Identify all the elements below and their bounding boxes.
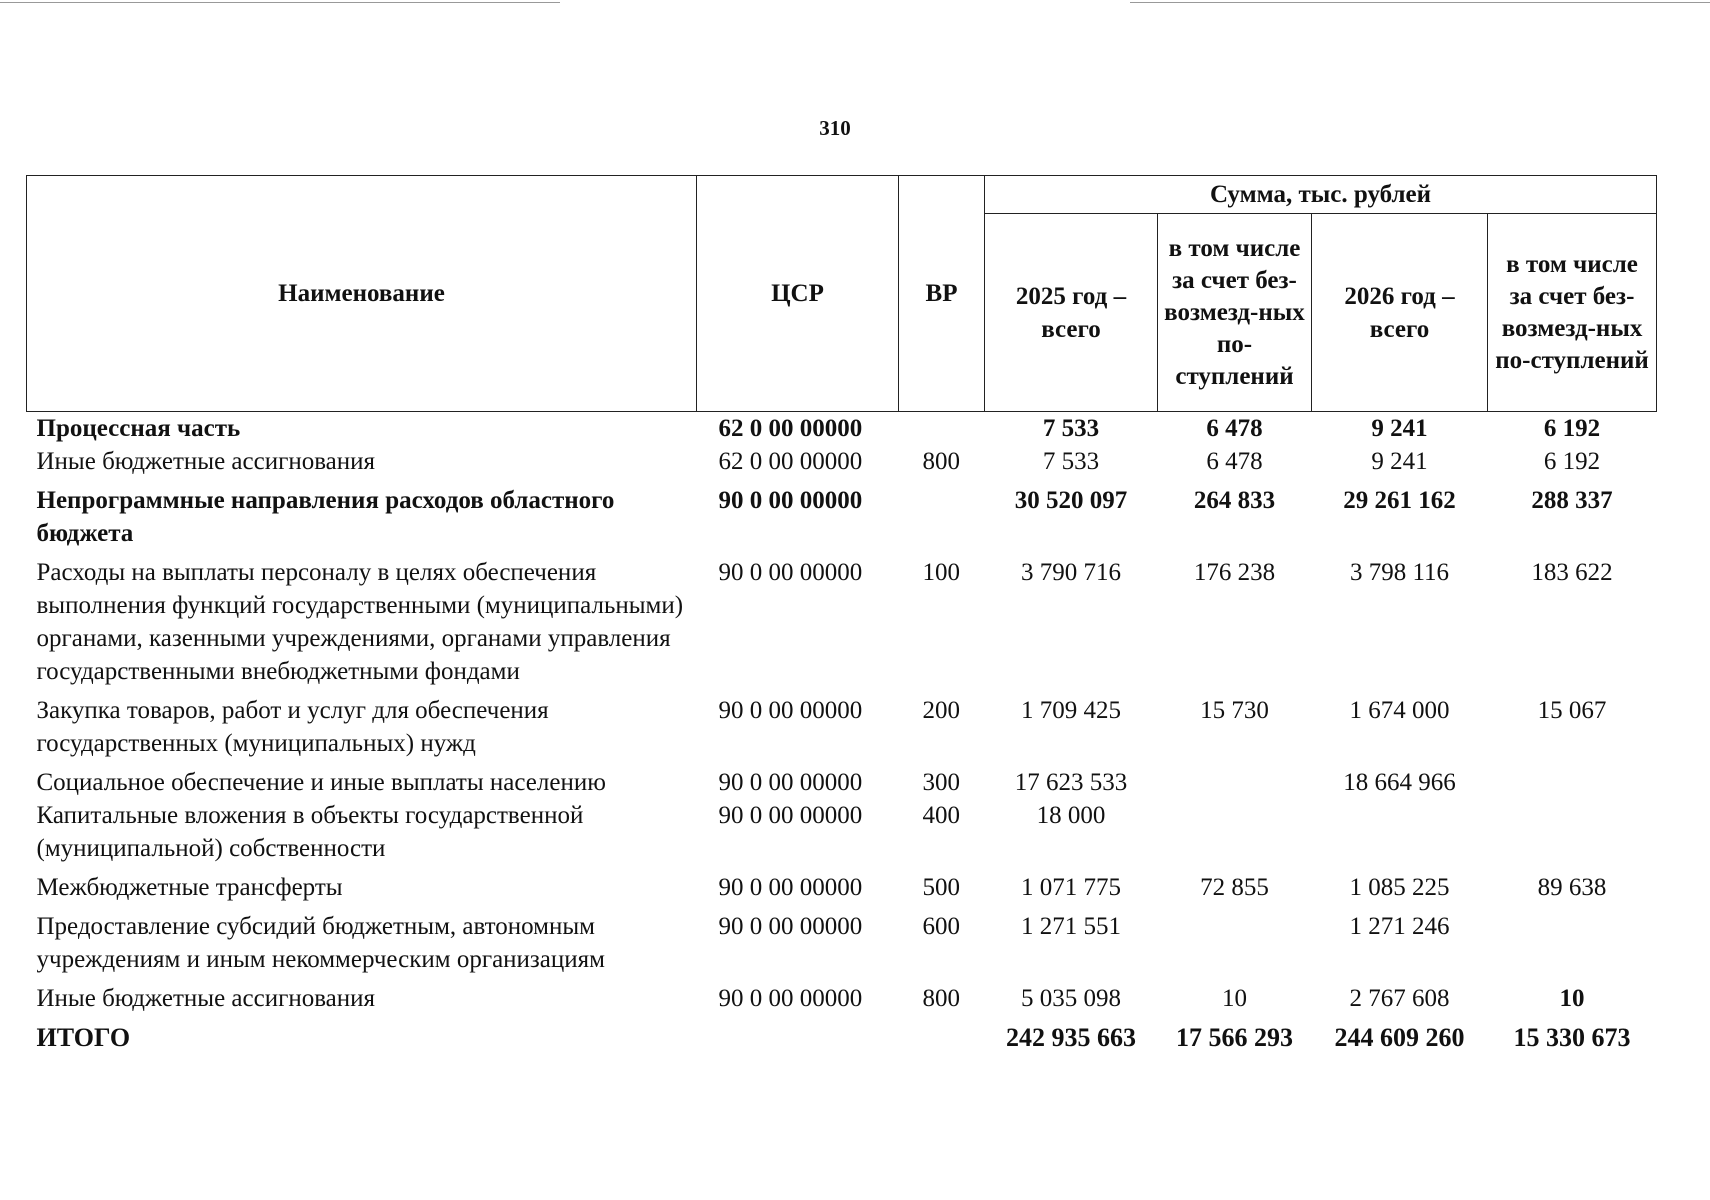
row-2026-grants: 6 192: [1543, 448, 1601, 475]
header-sum-group: Сумма, тыс. рублей: [985, 176, 1657, 214]
row-2026-total: 3 798 116: [1349, 559, 1450, 586]
budget-table: [26, 175, 1657, 1054]
total-vr-empty: [899, 1015, 985, 1054]
row-vr: [899, 478, 985, 550]
row-name: Расходы на выплаты персоналу в целях обеспечения выполнения функций государственными (муниципальными) органами, казенными учреждениями, органами управления государственными внебюджетными фондами: [36, 559, 684, 685]
total-csr-empty: [697, 1015, 899, 1054]
row-2026-total: 29 261 162: [1343, 487, 1456, 514]
table-header: [27, 176, 1657, 412]
row-csr: 62 0 00 00000: [718, 415, 863, 442]
row-vr: 500: [922, 874, 960, 901]
row-2026-total: 1 085 225: [1349, 874, 1450, 901]
table-row: [27, 865, 1657, 904]
total-label: ИТОГО: [36, 1023, 131, 1052]
row-2026-grants: [1488, 904, 1657, 976]
row-name: Закупка товаров, работ и услуг для обеспечения государственных (муниципальных) нужд: [36, 697, 549, 757]
row-csr: 90 0 00 00000: [718, 802, 863, 829]
header-2026-total: 2026 год – всего: [1312, 214, 1488, 412]
table-row: [27, 550, 1657, 688]
row-name: Непрограммные направления расходов областного бюджета: [36, 487, 615, 547]
row-name: Процессная часть: [36, 415, 241, 442]
total-row: [27, 1015, 1657, 1054]
table-row: [27, 976, 1657, 1015]
row-name: Социальное обеспечение и иные выплаты населению: [36, 769, 606, 796]
row-2025-total: 1 709 425: [1021, 697, 1121, 724]
header-name: Наименование: [27, 176, 697, 412]
row-name: Межбюджетные трансферты: [36, 874, 343, 901]
row-2025-grants: 176 238: [1193, 559, 1276, 586]
row-vr: 200: [922, 697, 960, 724]
table-body: [27, 412, 1657, 1055]
header-2026-grants: в том числе за счет без-возмезд-ных по-ступлений: [1488, 214, 1657, 412]
row-2025-total: 1 071 775: [1021, 874, 1121, 901]
total-2025-grants: 17 566 293: [1176, 1023, 1293, 1052]
row-2026-total: 9 241: [1371, 448, 1428, 475]
row-2025-grants: [1158, 799, 1312, 865]
row-2025-total: 5 035 098: [1021, 985, 1121, 1012]
row-2025-grants: 6 478: [1206, 448, 1263, 475]
row-2025-grants: [1158, 904, 1312, 976]
row-2025-grants: 72 855: [1200, 874, 1269, 901]
table-row: [27, 799, 1657, 865]
header-2025-grants: в том числе за счет без-возмезд-ных по-ступлений: [1158, 214, 1312, 412]
row-2026-grants: 288 337: [1531, 487, 1613, 514]
row-2026-total: 9 241: [1371, 415, 1428, 442]
row-2025-grants: [1158, 760, 1312, 799]
row-2026-grants: 6 192: [1543, 415, 1601, 442]
row-2025-grants: 10: [1222, 985, 1247, 1012]
row-2025-total: 7 533: [1042, 448, 1100, 475]
header-csr: ЦСР: [697, 176, 899, 412]
row-2026-grants: 15 067: [1537, 697, 1607, 724]
header-vr: ВР: [899, 176, 985, 412]
row-csr: 90 0 00 00000: [718, 913, 863, 940]
row-csr: 90 0 00 00000: [718, 985, 863, 1012]
scan-edge-line-right: [1130, 2, 1710, 3]
header-2025-total: 2025 год – всего: [985, 214, 1158, 412]
row-vr: 800: [922, 448, 960, 475]
row-name: Капитальные вложения в объекты государственной (муниципальной) собственности: [36, 802, 584, 862]
row-2025-total: 17 623 533: [1014, 769, 1128, 796]
scan-edge-line-left: [0, 2, 560, 3]
row-csr: 90 0 00 00000: [718, 874, 863, 901]
row-2026-grants: 89 638: [1537, 874, 1607, 901]
table-row: [27, 478, 1657, 550]
row-2026-total: 1 271 246: [1349, 913, 1450, 940]
row-2025-total: 18 000: [1036, 802, 1106, 829]
row-vr: 600: [922, 913, 960, 940]
row-vr: [899, 412, 985, 446]
row-2026-total: 2 767 608: [1349, 985, 1450, 1012]
row-name: Предоставление субсидий бюджетным, автономным учреждениям и иным некоммерческим организациям: [36, 913, 605, 973]
row-2025-grants: 6 478: [1206, 415, 1263, 442]
table-row: [27, 412, 1657, 446]
total-2026-total: 244 609 260: [1334, 1023, 1465, 1052]
row-2025-total: 7 533: [1042, 415, 1100, 442]
row-2025-total: 3 790 716: [1021, 559, 1121, 586]
row-2025-total: 1 271 551: [1021, 913, 1121, 940]
row-2025-grants: 15 730: [1200, 697, 1269, 724]
row-csr: 62 0 00 00000: [718, 448, 863, 475]
total-2026-grants: 15 330 673: [1513, 1023, 1631, 1052]
table-row: [27, 445, 1657, 478]
row-vr: 100: [922, 559, 960, 586]
row-csr: 90 0 00 00000: [718, 559, 863, 586]
row-csr: 90 0 00 00000: [718, 697, 863, 724]
row-2026-total: 1 674 000: [1349, 697, 1450, 724]
row-2026-total: 18 664 966: [1343, 769, 1456, 796]
row-2025-grants: 264 833: [1193, 487, 1276, 514]
row-vr: 400: [922, 802, 960, 829]
table-row: [27, 760, 1657, 799]
row-vr: 300: [922, 769, 960, 796]
row-name: Иные бюджетные ассигнования: [36, 985, 376, 1012]
row-2025-total: 30 520 097: [1014, 487, 1128, 514]
page-number: 310: [819, 116, 851, 140]
row-csr: 90 0 00 00000: [718, 769, 863, 796]
row-2026-grants: [1488, 799, 1657, 865]
row-2026-total: [1312, 799, 1488, 865]
table-row: [27, 688, 1657, 760]
row-2026-grants: 183 622: [1531, 559, 1613, 586]
table-row: [27, 904, 1657, 976]
total-2025-total: 242 935 663: [1006, 1023, 1136, 1052]
row-name: Иные бюджетные ассигнования: [36, 448, 376, 475]
row-vr: 800: [922, 985, 960, 1012]
row-csr: 90 0 00 00000: [718, 487, 863, 514]
row-2026-grants: 10: [1559, 985, 1585, 1012]
row-2026-grants: [1488, 760, 1657, 799]
